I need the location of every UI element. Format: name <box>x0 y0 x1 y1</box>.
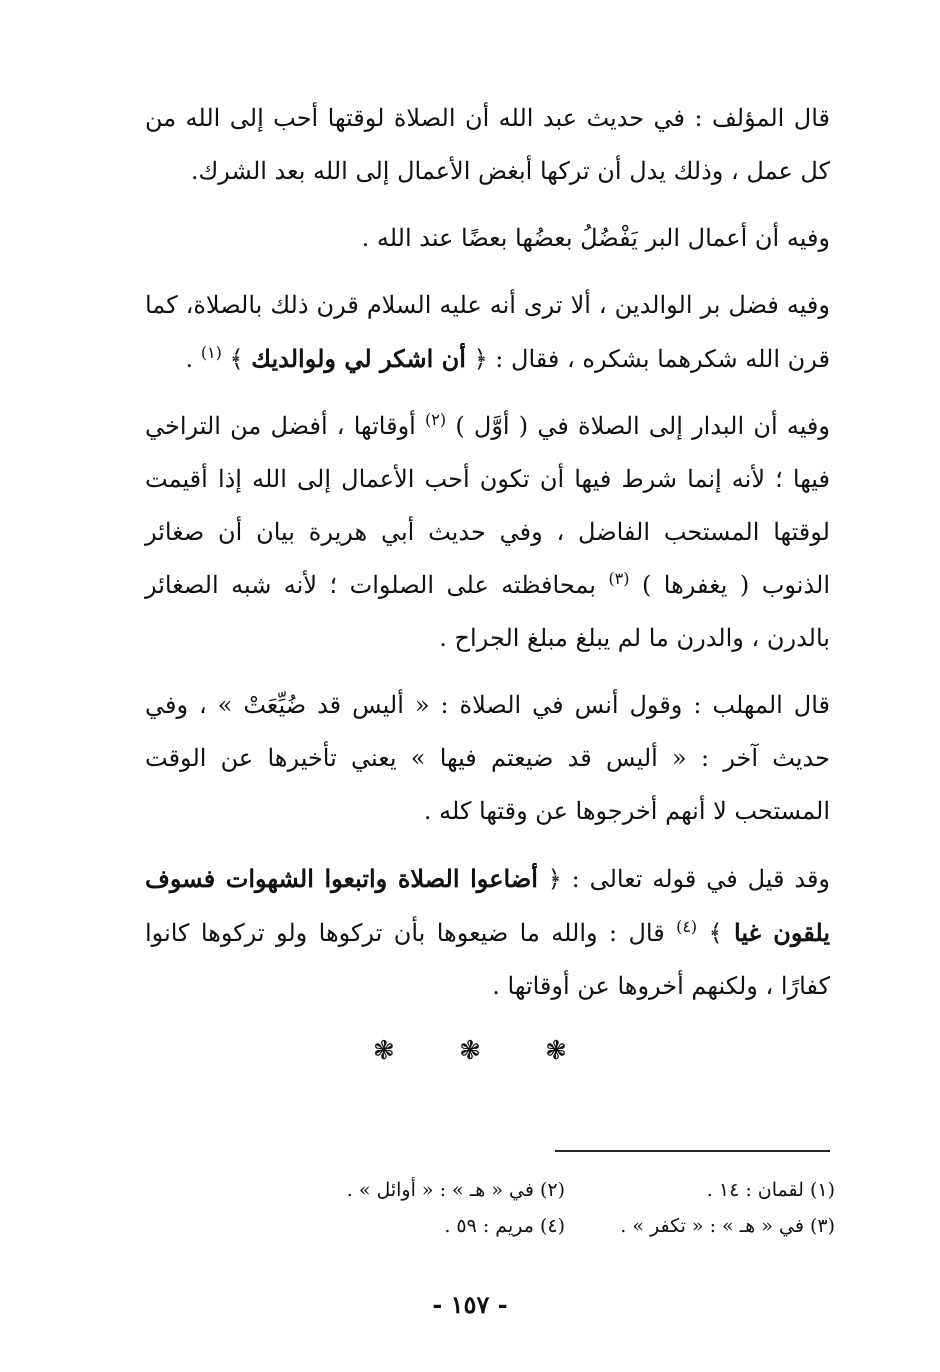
footnote: (٤) مريم : ٥٩ . <box>444 1215 565 1237</box>
page-number: - ١٥٧ - <box>432 1290 508 1319</box>
footnote-row <box>250 1172 835 1208</box>
footnotes <box>250 1172 835 1244</box>
quran-quote: أن اشكر لي ولوالديك <box>251 344 466 373</box>
footnote-row <box>250 1208 835 1244</box>
ornament-icon: ❃ <box>459 1036 481 1066</box>
footnote-divider <box>555 1150 830 1152</box>
footnote: (٣) في « هـ » : « تكفر » . <box>620 1215 835 1237</box>
paragraph <box>145 279 830 386</box>
footnote: (٢) في « هـ » : « أوائل » . <box>346 1179 565 1201</box>
paragraph <box>145 212 830 265</box>
main-text <box>145 92 830 1027</box>
footnote: (١) لقمان : ١٤ . <box>706 1179 835 1201</box>
paragraph <box>145 400 830 665</box>
footnote-ref[interactable]: (١) <box>200 343 222 362</box>
text-run: بمحافظته على الصلوات ؛ لأنه شبه الصغائر بالدرن ، والدرن ما لم يبلغ مبلغ الجراح . <box>145 571 830 652</box>
ornament-icon: ❃ <box>373 1036 395 1066</box>
text-run: وقد قيل في قوله تعالى : ﴿ <box>537 865 831 893</box>
ornament-icon: ❃ <box>545 1036 567 1066</box>
footnote-ref[interactable]: (٤) <box>676 917 698 936</box>
text-run: وفيه أن أعمال البر يَفْضُلُ بعضُها بعضًا عند الله . <box>361 224 830 252</box>
text-run: قال المهلب : وقول أنس في الصلاة : « أليس قد ضُيِّعَتْ » ، وفي حديث آخر : « أليس قد ضيعتم فيها » يعني تأخيرها عن الوقت المستحب لا أنهم أخرجوها عن وقتها كله . <box>145 691 830 825</box>
paragraph <box>145 92 830 198</box>
quran-quote: أضاعوا الصلاة واتبعوا الشهوات فسوف يلقون غيا <box>145 864 831 947</box>
text-run: أوقاتها ، أفضل من التراخي فيها ؛ لأنه إنما شرط فيها أن تكون أحب الأعمال إلى الله إذا أقيمت لوقتها المستحب الفاضل ، وفي حديث أبي هريرة بيان أن صغائر الذنوب ( يغفرها ) <box>145 412 831 599</box>
footnote-ref[interactable]: (٢) <box>425 410 447 429</box>
text-run: وفيه أن البدار إلى الصلاة في ( أوَّل ) <box>446 412 830 440</box>
paragraph <box>145 679 830 838</box>
text-run: ﴾ <box>221 345 252 373</box>
paragraph <box>145 852 830 1013</box>
footnote-ref[interactable]: (٣) <box>608 569 630 588</box>
text-run: ﴾ <box>697 919 734 947</box>
text-run: . <box>185 345 201 373</box>
section-divider <box>0 1036 940 1066</box>
text-run: قال : والله ما ضيعوها بأن تركوها ولو تركوها كانوا كفارًا ، ولكنهم أخروها عن أوقاتها . <box>145 919 830 1000</box>
text-run: قال المؤلف : في حديث عبد الله أن الصلاة لوقتها أحب إلى الله من كل عمل ، وذلك يدل أن تركها أبغض الأعمال إلى الله بعد الشرك. <box>145 104 830 185</box>
text-run: وفيه فضل بر الوالدين ، ألا ترى أنه عليه السلام قرن ذلك بالصلاة، كما قرن الله شكرهما بشكره ، فقال : ﴿ <box>145 291 830 373</box>
